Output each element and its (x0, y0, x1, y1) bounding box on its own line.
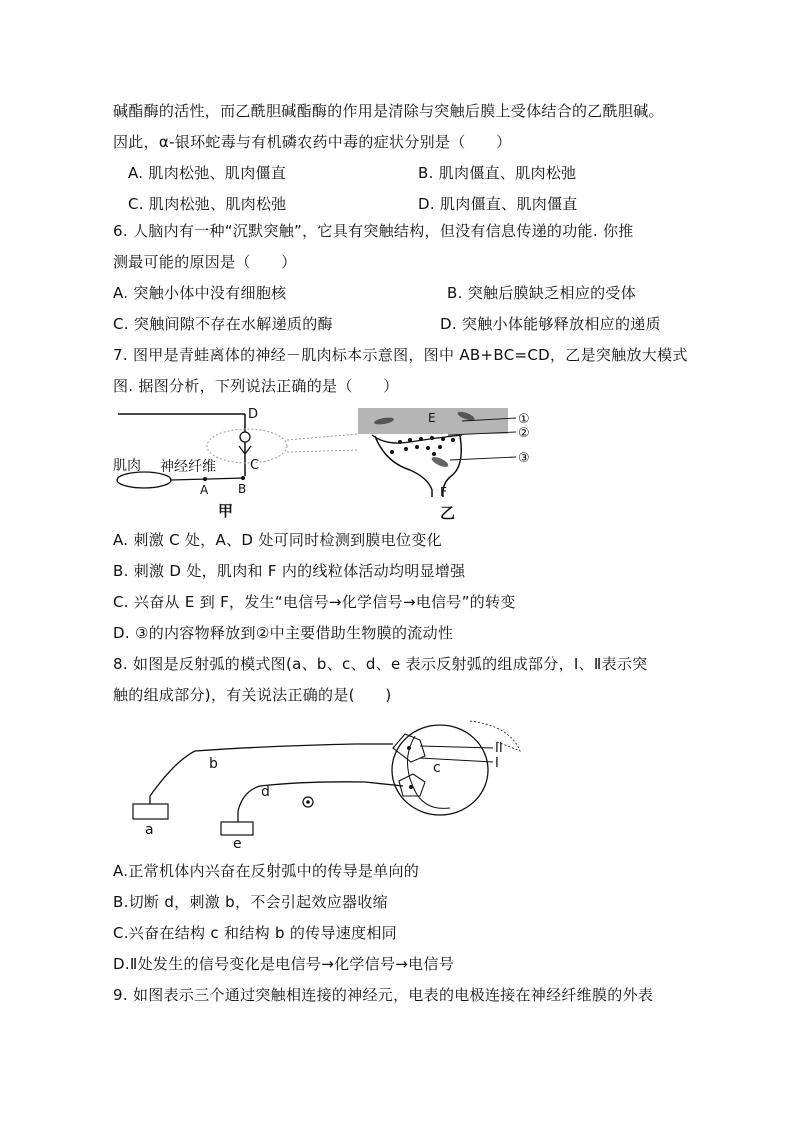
q6-option-c: C. 突触间隙不存在水解递质的酶 (113, 315, 333, 333)
q7-stem-line1: 7. 图甲是青蛙离体的神经－肌肉标本示意图，图中 AB+BC=CD，乙是突触放大模式 (113, 346, 688, 364)
spinal-cord (392, 721, 520, 815)
label-a: a (145, 822, 154, 838)
q8-option-b: B.切断 d，刺激 b，不会引起效应器收缩 (113, 893, 388, 911)
label-b: B (238, 482, 247, 496)
q7-option-b: B. 刺激 D 处，肌肉和 F 内的线粒体活动均明显增强 (113, 562, 466, 580)
label-I: I (495, 756, 499, 771)
q6-option-d: D. 突触小体能够释放相应的递质 (440, 315, 661, 333)
q7-figure (110, 402, 550, 522)
label-e: e (233, 836, 242, 848)
panel-yi-label: 乙 (440, 504, 456, 522)
panel-jia-label: 甲 (218, 502, 234, 520)
mark-1: ① (518, 412, 530, 427)
q5-stem-line1: 碱酯酶的活性，而乙酰胆碱酯酶的作用是清除与突触后膜上受体结合的乙酰胆碱。 (113, 102, 664, 120)
mark-3: ③ (518, 451, 530, 466)
q6-stem-line1: 6. 人脑内有一种“沉默突触”，它具有突触结构，但没有信息传递的功能. 你推 (113, 222, 634, 240)
label-c: C (250, 458, 260, 473)
label-e: E (428, 411, 436, 425)
fiber-label: 神经纤维 (160, 459, 216, 475)
q6-option-b: B. 突触后膜缺乏相应的受体 (447, 284, 637, 302)
q7-stem-line2: 图. 据图分析，下列说法正确的是（ ） (113, 377, 399, 395)
muscle-label: 肌肉 (113, 458, 141, 474)
q5-option-c: C. 肌肉松弛、肌肉松弛 (128, 195, 287, 213)
q9-stem-line1: 9. 如图表示三个通过突触相连接的神经元，电表的电极连接在神经纤维膜的外表 (113, 986, 654, 1004)
q8-option-a: A.正常机体内兴奋在反射弧中的传导是单向的 (113, 862, 420, 880)
label-b: b (209, 756, 218, 772)
figure-yi (358, 408, 530, 522)
q7-option-a: A. 刺激 C 处，A、D 处可同时检测到膜电位变化 (113, 531, 442, 549)
label-f: F (440, 485, 447, 499)
q8-reflex-arc-figure (115, 716, 525, 848)
q5-option-a: A. 肌肉松弛、肌肉僵直 (128, 164, 287, 182)
q6-stem-line2: 测最可能的原因是（ ） (113, 253, 297, 271)
figure-jia (113, 407, 358, 520)
label-II: II (495, 741, 503, 756)
q5-stem-line2: 因此，α-银环蛇毒与有机磷农药中毒的症状分别是（ ） (113, 133, 512, 151)
q7-option-d: D. ③的内容物释放到②中主要借助生物膜的流动性 (113, 624, 454, 642)
reflex-arc (133, 741, 503, 848)
q8-option-d: D.Ⅱ处发生的信号变化是电信号→化学信号→电信号 (113, 955, 455, 973)
label-d: d (261, 784, 270, 800)
q5-option-d: D. 肌肉僵直、肌肉僵直 (418, 195, 578, 213)
q8-stem-line2: 触的组成部分)，有关说法正确的是( ) (113, 686, 392, 704)
label-c: c (433, 760, 441, 776)
label-d: D (248, 407, 259, 422)
q5-option-b: B. 肌肉僵直、肌肉松弛 (418, 164, 577, 182)
q7-option-c: C. 兴奋从 E 到 F，发生“电信号→化学信号→电信号”的转变 (113, 593, 516, 611)
q6-option-a: A. 突触小体中没有细胞核 (113, 284, 287, 302)
mark-2: ② (518, 426, 530, 441)
label-a: A (200, 483, 209, 497)
q8-stem-line1: 8. 如图是反射弧的模式图(a、b、c、d、e 表示反射弧的组成部分，Ⅰ、Ⅱ表示突 (113, 655, 648, 673)
q8-option-c: C.兴奋在结构 c 和结构 b 的传导速度相同 (113, 924, 397, 942)
